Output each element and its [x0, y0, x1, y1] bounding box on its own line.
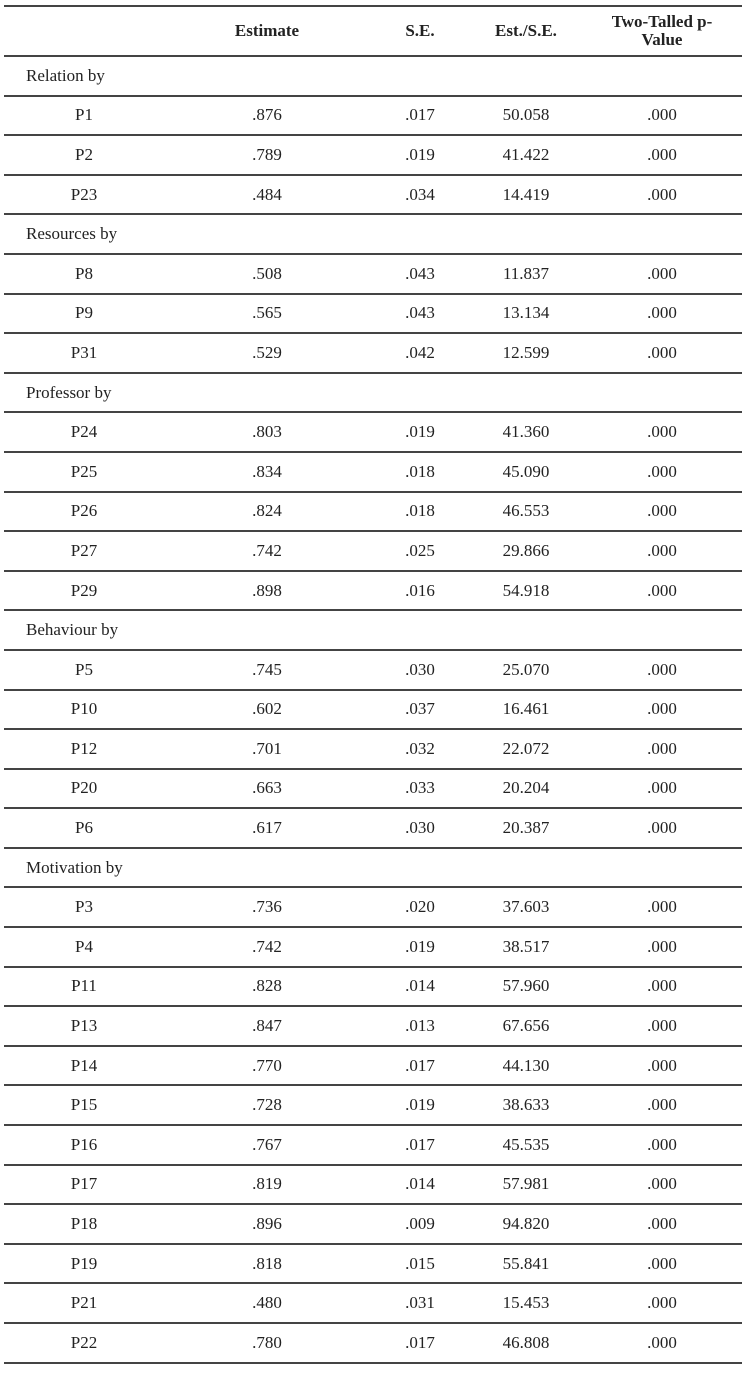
se-cell: .031 — [370, 1283, 470, 1323]
p-value-cell: .000 — [582, 175, 742, 215]
est-se-cell: 45.090 — [470, 452, 582, 492]
se-cell: .042 — [370, 333, 470, 373]
se-cell: .019 — [370, 412, 470, 452]
table-row — [4, 1204, 742, 1244]
estimate-cell: .818 — [164, 1244, 370, 1284]
p-value-cell: .000 — [582, 1204, 742, 1244]
table-row — [4, 135, 742, 175]
se-cell: .043 — [370, 294, 470, 334]
table-row — [4, 690, 742, 730]
se-cell: .017 — [370, 1323, 470, 1363]
est-se-cell: 50.058 — [470, 96, 582, 136]
est-se-cell: 13.134 — [470, 294, 582, 334]
estimate-cell: .824 — [164, 492, 370, 532]
estimate-cell: .529 — [164, 333, 370, 373]
table-row — [4, 96, 742, 136]
group-label: Relation by — [4, 56, 742, 96]
table-row — [4, 571, 742, 611]
table-row — [4, 1165, 742, 1205]
header-row — [4, 6, 742, 56]
p-value-cell: .000 — [582, 1046, 742, 1086]
est-se-cell: 25.070 — [470, 650, 582, 690]
p-value-cell: .000 — [582, 1283, 742, 1323]
header-item — [4, 6, 164, 56]
item-cell: P22 — [4, 1323, 164, 1363]
se-cell: .017 — [370, 1046, 470, 1086]
est-se-cell: 94.820 — [470, 1204, 582, 1244]
se-cell: .043 — [370, 254, 470, 294]
p-value-cell: .000 — [582, 1165, 742, 1205]
se-cell: .019 — [370, 135, 470, 175]
est-se-cell: 67.656 — [470, 1006, 582, 1046]
table-body — [4, 56, 742, 1363]
est-se-cell: 20.387 — [470, 808, 582, 848]
estimate-cell: .789 — [164, 135, 370, 175]
item-cell: P26 — [4, 492, 164, 532]
group-row — [4, 373, 742, 413]
factor-loadings-table — [4, 5, 742, 1364]
p-value-cell: .000 — [582, 1323, 742, 1363]
header-p-value: Two-Talled p-Value — [582, 6, 742, 56]
se-cell: .019 — [370, 1085, 470, 1125]
estimate-cell: .663 — [164, 769, 370, 809]
item-cell: P31 — [4, 333, 164, 373]
table-row — [4, 769, 742, 809]
p-value-cell: .000 — [582, 412, 742, 452]
table-row — [4, 333, 742, 373]
estimate-cell: .828 — [164, 967, 370, 1007]
estimate-cell: .617 — [164, 808, 370, 848]
estimate-cell: .803 — [164, 412, 370, 452]
item-cell: P25 — [4, 452, 164, 492]
item-cell: P10 — [4, 690, 164, 730]
item-cell: P20 — [4, 769, 164, 809]
item-cell: P4 — [4, 927, 164, 967]
p-value-cell: .000 — [582, 1085, 742, 1125]
est-se-cell: 55.841 — [470, 1244, 582, 1284]
table-row — [4, 1244, 742, 1284]
header-se: S.E. — [370, 6, 470, 56]
p-value-cell: .000 — [582, 571, 742, 611]
se-cell: .033 — [370, 769, 470, 809]
p-value-cell: .000 — [582, 729, 742, 769]
item-cell: P2 — [4, 135, 164, 175]
item-cell: P9 — [4, 294, 164, 334]
item-cell: P6 — [4, 808, 164, 848]
estimate-cell: .742 — [164, 927, 370, 967]
se-cell: .034 — [370, 175, 470, 215]
p-value-cell: .000 — [582, 135, 742, 175]
item-cell: P3 — [4, 887, 164, 927]
item-cell: P21 — [4, 1283, 164, 1323]
estimate-cell: .701 — [164, 729, 370, 769]
estimate-cell: .834 — [164, 452, 370, 492]
p-value-cell: .000 — [582, 808, 742, 848]
est-se-cell: 57.960 — [470, 967, 582, 1007]
se-cell: .016 — [370, 571, 470, 611]
se-cell: .015 — [370, 1244, 470, 1284]
est-se-cell: 11.837 — [470, 254, 582, 294]
est-se-cell: 45.535 — [470, 1125, 582, 1165]
table-row — [4, 452, 742, 492]
p-value-cell: .000 — [582, 492, 742, 532]
estimate-cell: .736 — [164, 887, 370, 927]
se-cell: .037 — [370, 690, 470, 730]
p-value-cell: .000 — [582, 294, 742, 334]
estimate-cell: .480 — [164, 1283, 370, 1323]
p-value-cell: .000 — [582, 1244, 742, 1284]
se-cell: .020 — [370, 887, 470, 927]
item-cell: P12 — [4, 729, 164, 769]
table-row — [4, 1125, 742, 1165]
item-cell: P24 — [4, 412, 164, 452]
estimate-cell: .728 — [164, 1085, 370, 1125]
table-row — [4, 492, 742, 532]
se-cell: .017 — [370, 1125, 470, 1165]
se-cell: .014 — [370, 1165, 470, 1205]
est-se-cell: 20.204 — [470, 769, 582, 809]
est-se-cell: 46.808 — [470, 1323, 582, 1363]
se-cell: .018 — [370, 452, 470, 492]
est-se-cell: 57.981 — [470, 1165, 582, 1205]
estimate-cell: .484 — [164, 175, 370, 215]
se-cell: .014 — [370, 967, 470, 1007]
p-value-cell: .000 — [582, 650, 742, 690]
se-cell: .013 — [370, 1006, 470, 1046]
est-se-cell: 15.453 — [470, 1283, 582, 1323]
header-est-se: Est./S.E. — [470, 6, 582, 56]
table-row — [4, 887, 742, 927]
table-row — [4, 927, 742, 967]
estimate-cell: .847 — [164, 1006, 370, 1046]
estimate-cell: .565 — [164, 294, 370, 334]
se-cell: .009 — [370, 1204, 470, 1244]
p-value-cell: .000 — [582, 887, 742, 927]
group-label: Professor by — [4, 373, 742, 413]
item-cell: P16 — [4, 1125, 164, 1165]
estimate-cell: .770 — [164, 1046, 370, 1086]
p-value-cell: .000 — [582, 254, 742, 294]
table-row — [4, 294, 742, 334]
table-row — [4, 650, 742, 690]
item-cell: P1 — [4, 96, 164, 136]
estimate-cell: .742 — [164, 531, 370, 571]
estimate-cell: .898 — [164, 571, 370, 611]
item-cell: P13 — [4, 1006, 164, 1046]
se-cell: .030 — [370, 650, 470, 690]
estimate-cell: .876 — [164, 96, 370, 136]
se-cell: .019 — [370, 927, 470, 967]
estimate-cell: .767 — [164, 1125, 370, 1165]
est-se-cell: 38.633 — [470, 1085, 582, 1125]
estimate-cell: .508 — [164, 254, 370, 294]
group-row — [4, 214, 742, 254]
item-cell: P19 — [4, 1244, 164, 1284]
est-se-cell: 44.130 — [470, 1046, 582, 1086]
p-value-cell: .000 — [582, 769, 742, 809]
table-row — [4, 1283, 742, 1323]
se-cell: .025 — [370, 531, 470, 571]
est-se-cell: 54.918 — [470, 571, 582, 611]
table-row — [4, 175, 742, 215]
estimate-cell: .819 — [164, 1165, 370, 1205]
est-se-cell: 22.072 — [470, 729, 582, 769]
est-se-cell: 12.599 — [470, 333, 582, 373]
est-se-cell: 37.603 — [470, 887, 582, 927]
est-se-cell: 41.422 — [470, 135, 582, 175]
table-row — [4, 1006, 742, 1046]
p-value-cell: .000 — [582, 333, 742, 373]
item-cell: P23 — [4, 175, 164, 215]
table-row — [4, 531, 742, 571]
table-row — [4, 254, 742, 294]
item-cell: P17 — [4, 1165, 164, 1205]
table-row — [4, 967, 742, 1007]
estimate-cell: .745 — [164, 650, 370, 690]
est-se-cell: 14.419 — [470, 175, 582, 215]
est-se-cell: 29.866 — [470, 531, 582, 571]
p-value-cell: .000 — [582, 1006, 742, 1046]
item-cell: P14 — [4, 1046, 164, 1086]
item-cell: P11 — [4, 967, 164, 1007]
se-cell: .018 — [370, 492, 470, 532]
est-se-cell: 38.517 — [470, 927, 582, 967]
group-label: Resources by — [4, 214, 742, 254]
estimate-cell: .896 — [164, 1204, 370, 1244]
p-value-cell: .000 — [582, 452, 742, 492]
est-se-cell: 41.360 — [470, 412, 582, 452]
header-estimate: Estimate — [164, 6, 370, 56]
table-header — [4, 6, 742, 56]
item-cell: P29 — [4, 571, 164, 611]
group-label: Motivation by — [4, 848, 742, 888]
item-cell: P27 — [4, 531, 164, 571]
item-cell: P18 — [4, 1204, 164, 1244]
item-cell: P15 — [4, 1085, 164, 1125]
p-value-cell: .000 — [582, 1125, 742, 1165]
group-row — [4, 610, 742, 650]
p-value-cell: .000 — [582, 690, 742, 730]
p-value-cell: .000 — [582, 967, 742, 1007]
se-cell: .017 — [370, 96, 470, 136]
p-value-cell: .000 — [582, 96, 742, 136]
se-cell: .030 — [370, 808, 470, 848]
table-row — [4, 729, 742, 769]
estimate-cell: .602 — [164, 690, 370, 730]
p-value-cell: .000 — [582, 531, 742, 571]
table-row — [4, 1085, 742, 1125]
table-row — [4, 1323, 742, 1363]
estimate-cell: .780 — [164, 1323, 370, 1363]
table-row — [4, 1046, 742, 1086]
table-row — [4, 412, 742, 452]
table-row — [4, 808, 742, 848]
group-row — [4, 848, 742, 888]
group-label: Behaviour by — [4, 610, 742, 650]
item-cell: P8 — [4, 254, 164, 294]
p-value-cell: .000 — [582, 927, 742, 967]
group-row — [4, 56, 742, 96]
se-cell: .032 — [370, 729, 470, 769]
est-se-cell: 16.461 — [470, 690, 582, 730]
est-se-cell: 46.553 — [470, 492, 582, 532]
item-cell: P5 — [4, 650, 164, 690]
